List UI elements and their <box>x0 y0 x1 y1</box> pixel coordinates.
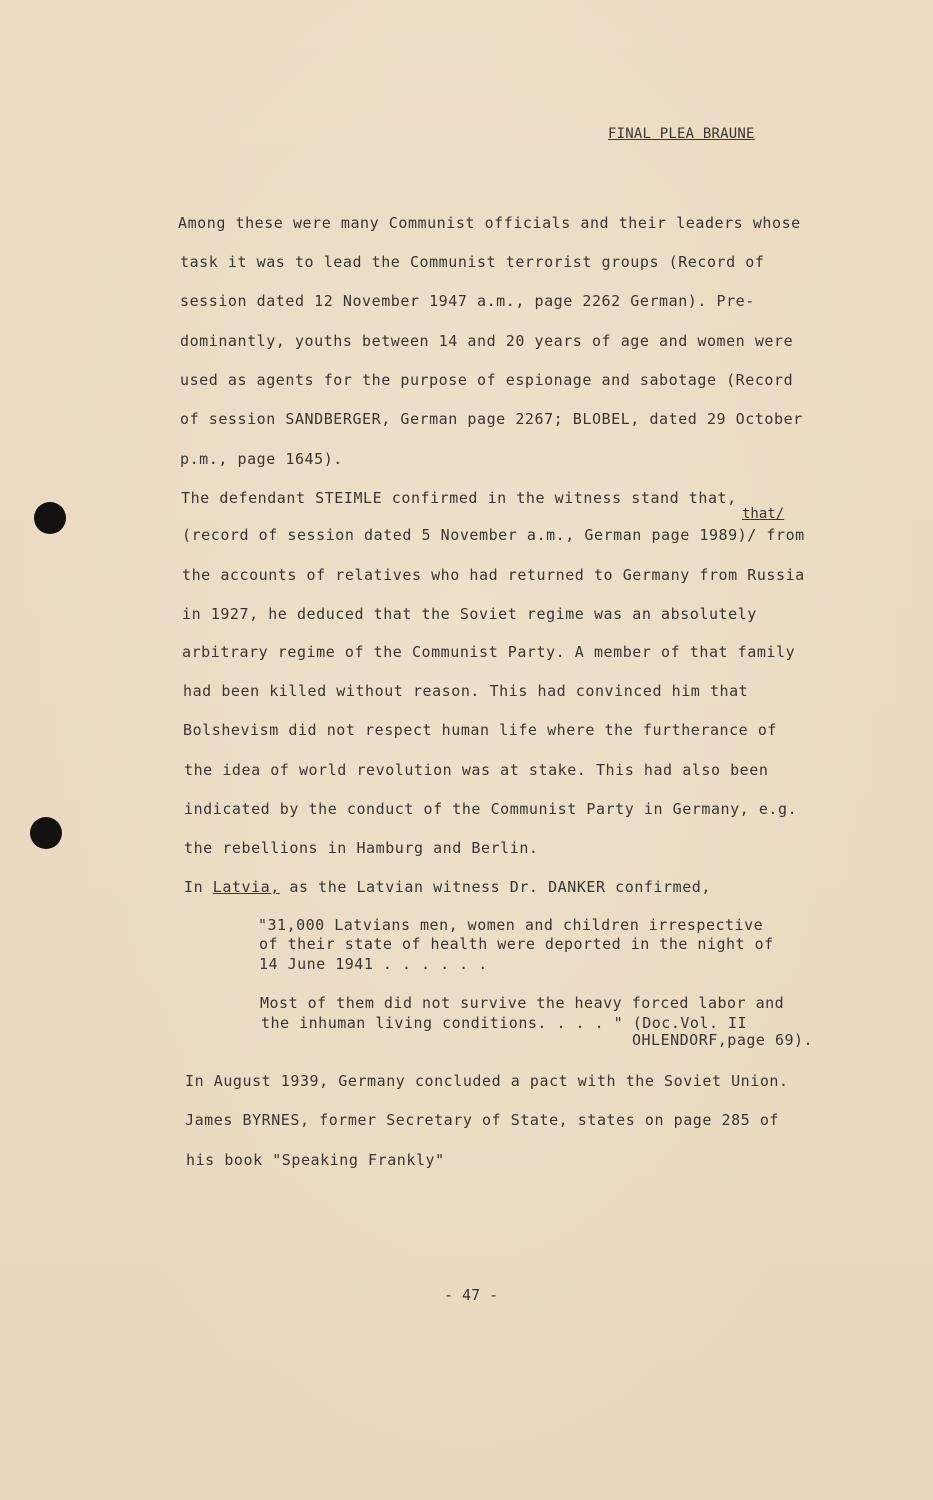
latvia-line <box>184 880 711 895</box>
body-line: arbitrary regime of the Communist Party. A member of that family <box>182 643 796 661</box>
page-header: FINAL PLEA BRAUNE <box>608 126 755 142</box>
body-line: session dated 12 November 1947 a.m., page 2262 German). Pre- <box>180 292 755 310</box>
quote-line: "31,000 Latvians men, women and children irrespective <box>258 916 764 934</box>
body-line: in 1927, he deduced that the Soviet regime was an absolutely <box>182 605 757 623</box>
body-line: (record of session dated 5 November a.m., German page 1989)/ from <box>182 526 805 544</box>
quote-line: Most of them did not survive the heavy forced labor and <box>260 994 785 1012</box>
handwritten-insert-mark: that/ <box>742 506 785 522</box>
page-number: - 47 - <box>444 1286 499 1304</box>
latvia-underlined: Latvia, <box>212 878 280 896</box>
body-line: the accounts of relatives who had returned to Germany from Russia <box>182 566 805 584</box>
body-line: had been killed without reason. This had convinced him that <box>183 682 749 700</box>
quote-line: 14 June 1941 . . . . . . <box>259 955 488 973</box>
body-line: p.m., page 1645). <box>180 450 343 468</box>
punch-hole <box>34 502 66 534</box>
quote-line: OHLENDORF,page 69). <box>632 1031 814 1049</box>
body-line: The defendant STEIMLE confirmed in the witness stand that, <box>181 489 737 507</box>
quote-line: of their state of health were deported in the night of <box>259 935 774 953</box>
body-line: the idea of world revolution was at stake. This had also been <box>184 761 769 779</box>
body-line: the rebellions in Hamburg and Berlin. <box>184 839 539 857</box>
quote-line: the inhuman living conditions. . . . " (Doc.Vol. II <box>261 1014 748 1032</box>
body-line: dominantly, youths between 14 and 20 years of age and women were <box>180 332 794 350</box>
punch-hole <box>30 817 62 849</box>
body-line: Among these were many Communist officials and their leaders whose <box>178 214 801 232</box>
body-line: Bolshevism did not respect human life where the furtherance of <box>183 721 778 739</box>
latvia-prefix: In <box>184 878 213 896</box>
body-line: James BYRNES, former Secretary of State, states on page 285 of <box>185 1111 780 1129</box>
body-line: In August 1939, Germany concluded a pact with the Soviet Union. <box>185 1072 789 1090</box>
body-line: indicated by the conduct of the Communist Party in Germany, e.g. <box>184 800 798 818</box>
body-line: task it was to lead the Communist terrorist groups (Record of <box>180 253 765 271</box>
body-line: his book "Speaking Frankly" <box>186 1151 445 1169</box>
latvia-rest: as the Latvian witness Dr. DANKER confirmed, <box>279 878 711 896</box>
body-line: used as agents for the purpose of espionage and sabotage (Record <box>180 371 794 389</box>
body-line: of session SANDBERGER, German page 2267; BLOBEL, dated 29 October <box>180 410 803 428</box>
